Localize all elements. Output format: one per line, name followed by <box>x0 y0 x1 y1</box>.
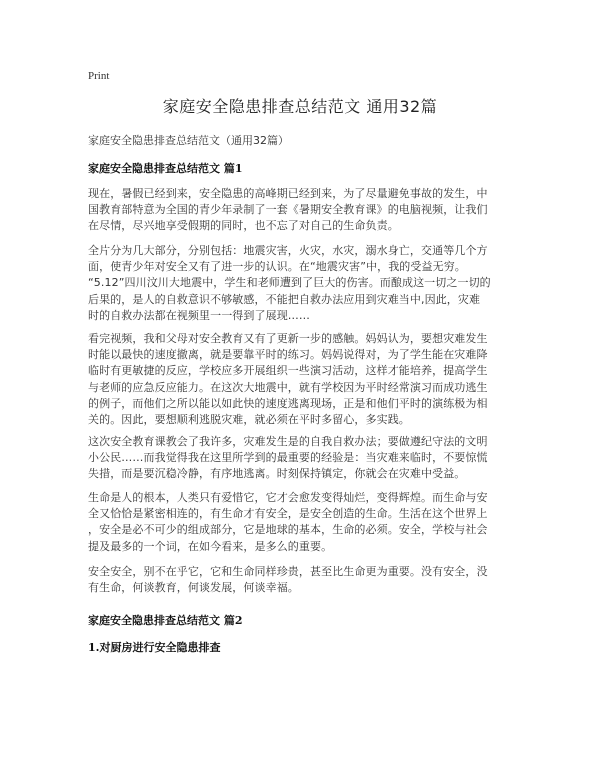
paragraph-line: 失措，而是要沉稳冷静，有序地逃离。时刻保持镇定，你就会在灾难中受益。 <box>88 467 466 481</box>
paragraph-line: ，安全是必不可少的组成部分，它是地球的基本，生命的必须。安全，学校与社会 <box>88 523 488 537</box>
paragraph-line: 在尽情，尽兴地享受假期的同时，也不忘了对自己的生命负责。 <box>88 219 399 233</box>
paragraph-line: 有生命，何谈教育，何谈发展，何谈幸福。 <box>88 581 299 595</box>
paragraph-line: 看完视频，我和父母对安全教育又有了更新一步的感触。妈妈认为，要想灾难发生 <box>88 332 488 345</box>
subsection-heading-1: 1.对厨房进行安全隐患排查 <box>88 641 221 654</box>
section-heading-2: 家庭安全隐患排查总结范文 篇2 <box>88 614 243 627</box>
paragraph-line: 临时有更敏捷的反应，学校应多开展组织一些演习活动，这样才能培养，提高学生 <box>88 364 488 378</box>
paragraph-3 <box>88 331 518 428</box>
paragraph-line: 提及最多的一个词，在如今看来，是多么的重要。 <box>88 539 333 553</box>
paragraph-line: 时的自救办法都在视频里一一得到了展现…… <box>88 308 310 322</box>
paragraph-line: 全又恰恰是紧密相连的，有生命才有安全，是安全创造的生命。生活在这个世界上 <box>88 507 488 521</box>
paragraph-line: 安全安全，别不在乎它，它和生命同样珍贵，甚至比生命更为重要。没有安全，没 <box>88 565 488 578</box>
paragraph-line: 生命是人的根本，人类只有爱惜它，它才会愈发变得灿烂，变得辉煌。而生命与安 <box>88 491 488 504</box>
document-subtitle: 家庭安全隐患排查总结范文（通用32篇） <box>88 134 289 147</box>
section-heading-1: 家庭安全隐患排查总结范文 篇1 <box>88 162 243 175</box>
paragraph-line: 的例子，而他们之所以能以如此快的速度逃离现场，正是和他们平时的演练极为相 <box>88 396 488 410</box>
paragraph-line: 后果的，是人的自救意识不够敏感，不能把自救办法应用到灾难当中,因此，灾难 <box>88 292 481 306</box>
paragraph-line: 面，使青少年对安全又有了进一步的认识。在“地震灾害”中，我的受益无穷。 <box>88 260 466 274</box>
paragraph-line: 全片分为几大部分，分别包括：地震灾害，火灾，水灾，溺水身亡，交通等几个方 <box>88 244 488 257</box>
paragraph-line: 国教育部特意为全国的青少年录制了一套《暑期安全教育课》的电脑视频，让我们 <box>88 203 488 217</box>
paragraph-line: 这次安全教育课教会了我许多，灾难发生是的自我自救办法；要做遵纪守法的文明 <box>88 435 488 448</box>
paragraph-line: 时能以最快的速度撤离，就是要靠平时的练习。妈妈说得对，为了学生能在灾难降 <box>88 348 488 362</box>
paragraph-line: 与老师的应急反应能力。在这次大地震中，就有学校因为平时经常演习而成功逃生 <box>88 380 488 394</box>
paragraph-4 <box>88 434 518 483</box>
page-title: 家庭安全隐患排查总结范文 通用32篇 <box>162 97 438 116</box>
paragraph-1 <box>88 186 518 235</box>
paragraph-line: 小公民……而我觉得我在这里所学到的最重要的经验是：当灾难来临时，不要惊慌 <box>88 451 488 465</box>
paragraph-line: “5.12”四川汶川大地震中，学生和老师遭到了巨大的伤害。而酿成这一切之一切的 <box>88 276 491 290</box>
paragraph-6 <box>88 564 518 596</box>
paragraph-line: 关的。因此，要想顺利逃脱灾难，就必须在平时多留心，多实践。 <box>88 413 410 427</box>
print-label[interactable]: Print <box>88 70 110 82</box>
paragraph-2 <box>88 243 518 324</box>
paragraph-5 <box>88 490 518 555</box>
paragraph-line: 现在，暑假已经到来，安全隐患的高峰期已经到来，为了尽量避免事故的发生，中 <box>88 187 488 200</box>
